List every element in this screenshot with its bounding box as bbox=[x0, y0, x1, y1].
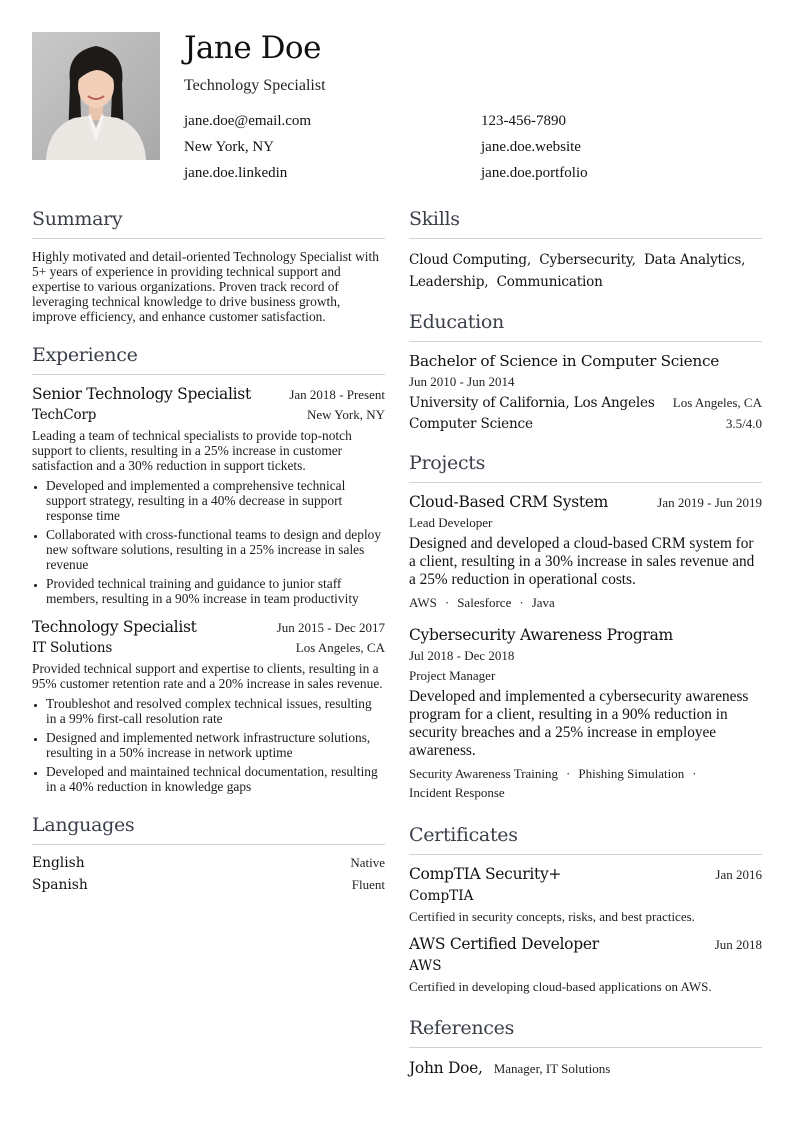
job-highlights bbox=[32, 696, 385, 794]
projects-heading: Projects bbox=[409, 452, 762, 483]
project-entry bbox=[409, 626, 762, 802]
left-column bbox=[32, 208, 385, 907]
contact-email[interactable]: jane.doe@email.com bbox=[184, 113, 312, 129]
contact-linkedin[interactable]: jane.doe.linkedin bbox=[184, 165, 288, 181]
skill-item: Cloud Computing, bbox=[409, 252, 532, 268]
language-name: English bbox=[32, 855, 85, 871]
right-column bbox=[409, 208, 762, 1091]
reference-name: John Doe, bbox=[409, 1059, 483, 1077]
skills-section bbox=[409, 208, 762, 293]
contact-website[interactable]: jane.doe.website bbox=[481, 139, 581, 155]
certificate-description: Certified in security concepts, risks, and best practices. bbox=[409, 909, 695, 924]
skills-heading: Skills bbox=[409, 208, 762, 239]
job-highlight: • Developed and implemented a comprehensive technical support strategy, resulting in a 40% decrease in support response time bbox=[46, 478, 385, 523]
project-date: Jul 2018 - Dec 2018 bbox=[409, 648, 515, 663]
keyword: Security Awareness Training bbox=[409, 766, 559, 781]
education-degree: Bachelor of Science in Computer Science bbox=[409, 352, 719, 370]
keyword: Incident Response bbox=[409, 785, 505, 800]
language-item bbox=[32, 855, 385, 871]
job-description: Leading a team of technical specialists to provide top-notch support to clients, resulting in a 25% increase in customer satisfaction and a 30% reduction in support tickets. bbox=[32, 428, 352, 473]
project-keywords: AWS · Salesforce · Java bbox=[409, 595, 555, 610]
experience-heading: Experience bbox=[32, 344, 385, 375]
job-highlight: • Designed and implemented network infrastructure solutions, resulting in a 50% increase in network uptime bbox=[46, 730, 385, 760]
education-school: University of California, Los Angeles bbox=[409, 395, 655, 411]
education-field: Computer Science bbox=[409, 416, 533, 432]
education-date: Jun 2010 - Jun 2014 bbox=[409, 374, 515, 389]
certificate-date: Jan 2016 bbox=[715, 867, 762, 882]
job-location: New York, NY bbox=[306, 407, 385, 422]
certificate-description: Certified in developing cloud-based applications on AWS. bbox=[409, 979, 712, 994]
summary-heading: Summary bbox=[32, 208, 385, 239]
project-title: Cybersecurity Awareness Program bbox=[409, 626, 673, 644]
keyword: Phishing Simulation bbox=[578, 766, 685, 781]
project-keywords: Security Awareness Training · Phishing Simulation · Incident Response bbox=[409, 766, 697, 800]
skill-item: Data Analytics, bbox=[643, 252, 746, 268]
job-company: IT Solutions bbox=[32, 640, 113, 656]
projects-section bbox=[409, 452, 762, 802]
references-section bbox=[409, 1017, 762, 1077]
project-description: Developed and implemented a cybersecurity awareness program for a client, resulting in a 90% reduction in security breaches and a 25% increase in employee awareness. bbox=[409, 688, 749, 759]
candidate-name: Jane Doe bbox=[184, 30, 321, 66]
contact-portfolio[interactable]: jane.doe.portfolio bbox=[481, 165, 588, 181]
languages-heading: Languages bbox=[32, 814, 385, 845]
job-highlight: • Troubleshot and resolved complex technical issues, resulting in a 99% first-call resolution rate bbox=[46, 696, 385, 726]
certificate-entry bbox=[409, 935, 762, 995]
job-highlight: • Provided technical training and guidance to junior staff members, resulting in a 90% increase in team productivity bbox=[46, 576, 385, 606]
certificates-section bbox=[409, 824, 762, 995]
candidate-title: Technology Specialist bbox=[184, 77, 326, 94]
contact-location: New York, NY bbox=[184, 139, 275, 155]
contact-phone[interactable]: 123-456-7890 bbox=[481, 113, 566, 129]
reference-role: Manager, IT Solutions bbox=[493, 1061, 611, 1076]
summary-text: Highly motivated and detail-oriented Technology Specialist with 5+ years of experience in providing technical support and expertise to various organizations. Proven track record of leveraging technical knowledge to drive business growth, improve efficiency, and enhance customer satisfaction. bbox=[32, 249, 379, 324]
education-heading: Education bbox=[409, 311, 762, 342]
education-location: Los Angeles, CA bbox=[672, 395, 762, 410]
experience-section bbox=[32, 344, 385, 794]
certificate-title: AWS Certified Developer bbox=[409, 935, 599, 953]
project-entry bbox=[409, 493, 762, 612]
language-name: Spanish bbox=[32, 877, 88, 893]
project-title: Cloud-Based CRM System bbox=[409, 493, 609, 511]
project-date: Jan 2019 - Jun 2019 bbox=[657, 495, 762, 510]
profile-photo bbox=[32, 32, 160, 160]
language-level: Native bbox=[350, 855, 385, 870]
skills-list bbox=[409, 249, 762, 293]
language-level: Fluent bbox=[351, 877, 385, 892]
job-entry bbox=[32, 385, 385, 606]
language-item bbox=[32, 877, 385, 893]
job-highlights bbox=[32, 478, 385, 606]
job-location: Los Angeles, CA bbox=[295, 640, 385, 655]
keyword: AWS bbox=[409, 595, 437, 610]
job-title: Technology Specialist bbox=[32, 618, 197, 636]
certificate-issuer: CompTIA bbox=[409, 888, 474, 904]
certificate-date: Jun 2018 bbox=[714, 937, 762, 952]
keyword: Java bbox=[531, 595, 555, 610]
languages-section bbox=[32, 814, 385, 893]
skill-item: Communication bbox=[496, 274, 603, 290]
job-date: Jun 2015 - Dec 2017 bbox=[276, 620, 385, 635]
job-date: Jan 2018 - Present bbox=[289, 387, 385, 402]
job-entry bbox=[32, 618, 385, 794]
keyword: Salesforce bbox=[457, 595, 512, 610]
education-section bbox=[409, 311, 762, 432]
certificate-entry bbox=[409, 865, 762, 925]
education-gpa: 3.5/4.0 bbox=[725, 416, 762, 431]
certificate-issuer: AWS bbox=[409, 958, 442, 974]
project-description: Designed and developed a cloud-based CRM system for a client, resulting in a 30% increase in sales revenue and a 25% reduction in operational costs. bbox=[409, 535, 755, 588]
certificate-title: CompTIA Security+ bbox=[409, 865, 562, 883]
summary-section bbox=[32, 208, 385, 324]
references-heading: References bbox=[409, 1017, 762, 1048]
project-role: Lead Developer bbox=[409, 515, 493, 530]
job-description: Provided technical support and expertise to clients, resulting in a 95% customer retention rate and a 20% increase in sales revenue. bbox=[32, 661, 383, 691]
project-role: Project Manager bbox=[409, 668, 496, 683]
job-highlight: • Collaborated with cross-functional teams to design and deploy new software solutions, resulting in a 25% increase in sales revenue bbox=[46, 527, 385, 572]
job-title: Senior Technology Specialist bbox=[32, 385, 251, 403]
job-highlight: • Developed and maintained technical documentation, resulting in a 40% reduction in knowledge gaps bbox=[46, 764, 385, 794]
skill-item: Leadership, bbox=[409, 274, 489, 290]
skill-item: Cybersecurity, bbox=[539, 252, 636, 268]
job-company: TechCorp bbox=[32, 407, 97, 423]
certificates-heading: Certificates bbox=[409, 824, 762, 855]
